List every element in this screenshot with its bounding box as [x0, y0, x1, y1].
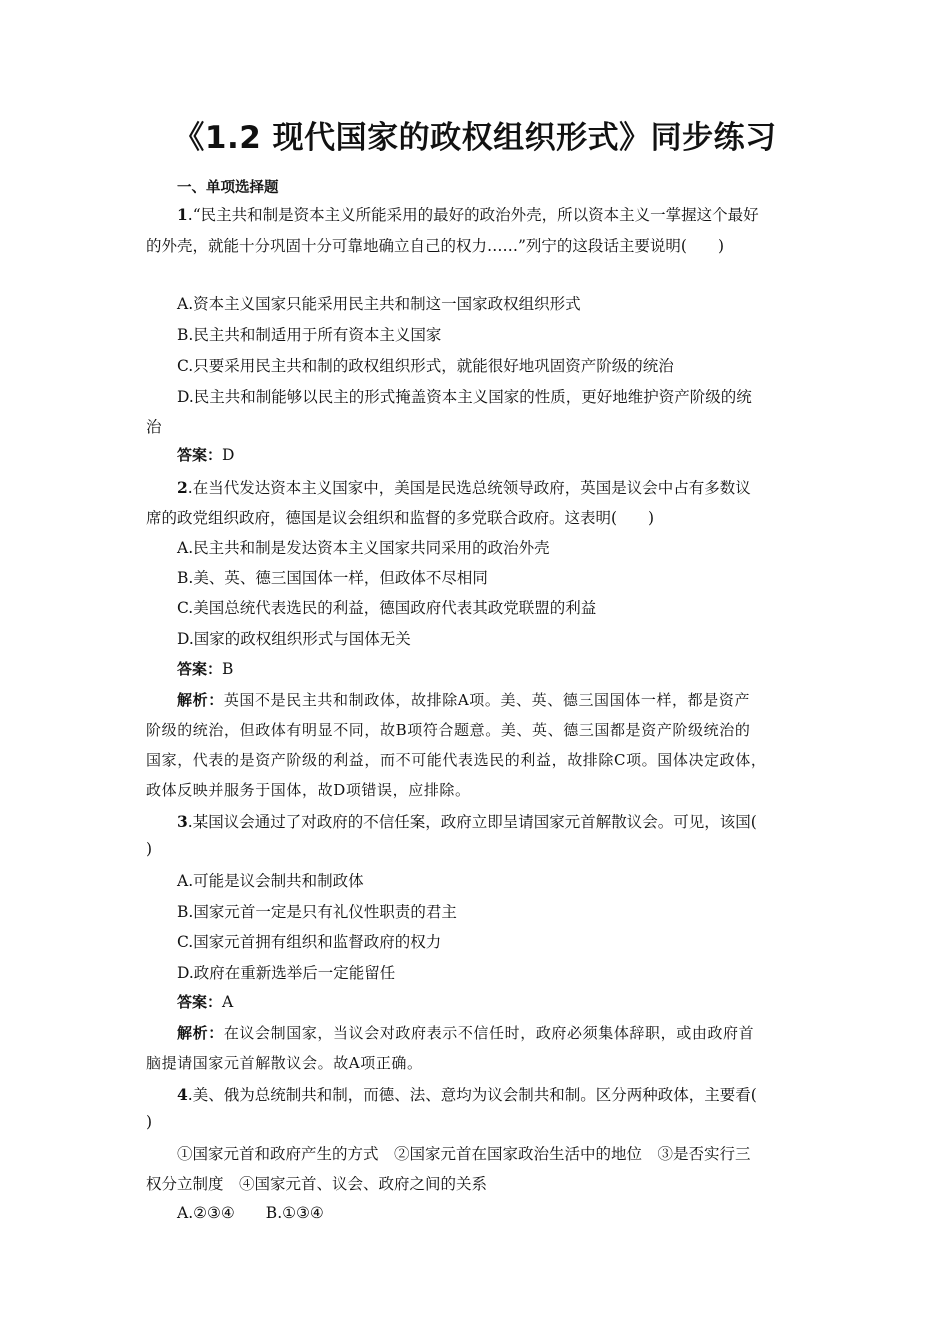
q3-stem-line1: [177, 810, 757, 832]
q1-answer-label: 答案：: [177, 446, 223, 464]
q2-answer-label: 答案：: [177, 660, 223, 678]
q2-option-a: A.民主共和制是发达资本主义国家共同采用的政治外壳: [177, 539, 550, 557]
q1-answer-value: D: [222, 446, 235, 464]
q3-option-a: A.可能是议会制共和制政体: [177, 872, 364, 890]
q3-explanation-line1: [177, 1022, 754, 1043]
q4-options-line: A.②③④ B.①③④: [177, 1204, 324, 1222]
q2-answer-value: B: [222, 660, 234, 678]
q3-explanation-label: 解析：: [177, 1024, 224, 1042]
q3-explanation-text1: 在议会制国家，当议会对政府表示不信任时，政府必须集体辞职，或由政府首: [223, 1024, 755, 1042]
q1-stem-line1: [177, 203, 759, 225]
q2-explanation-line4: 政体反映并服务于国体，故D项错误，应排除。: [146, 781, 471, 799]
q4-items-line2: 权分立制度 ④国家元首、议会、政府之间的关系: [146, 1175, 488, 1193]
q2-explanation-line3: 国家，代表的是资产阶级的利益，而不可能代表选民的利益，故排除C项。国体决定政体，: [146, 751, 767, 769]
q3-stem-line2: ): [146, 840, 153, 858]
q4-number: 4: [177, 1085, 188, 1104]
q3-number: 3: [177, 812, 188, 831]
q3-answer: [177, 991, 233, 1012]
q2-explanation-label: 解析：: [177, 691, 224, 709]
q2-explanation-line1: [177, 689, 750, 710]
q3-explanation-line2: 脑提请国家元首解散议会。故A项正确。: [146, 1054, 423, 1072]
q2-explanation-line2: 阶级的统治，但政体有明显不同，故B项符合题意。美、英、德三国都是资产阶级统治的: [146, 721, 751, 739]
q1-option-d-line1: D.民主共和制能够以民主的形式掩盖资本主义国家的性质，更好地维护资产阶级的统: [177, 388, 752, 406]
q2-option-d: D.国家的政权组织形式与国体无关: [177, 630, 411, 648]
q2-explanation-text1: 英国不是民主共和制政体，故排除A项。美、英、德三国国体一样，都是资产: [223, 691, 751, 709]
q4-stem-line2: ): [146, 1113, 153, 1131]
q1-option-c: C.只要采用民主共和制的政权组织形式，就能很好地巩固资产阶级的统治: [177, 357, 674, 375]
q3-option-d: D.政府在重新选举后一定能留任: [177, 964, 396, 982]
q2-stem-line2: 席的政党组织政府，德国是议会组织和监督的多党联合政府。这表明( ): [146, 509, 655, 527]
document-title: 《1.2 现代国家的政权组织形式》同步练习: [173, 120, 777, 156]
q3-option-b: B.国家元首一定是只有礼仪性职责的君主: [177, 903, 457, 921]
q3-answer-label: 答案：: [177, 993, 223, 1011]
q2-option-b: B.美、英、德三国国体一样，但政体不尽相同: [177, 569, 488, 587]
q3-answer-value: A: [222, 993, 234, 1011]
q2-stem-text1: .在当代发达资本主义国家中，美国是民选总统领导政府，英国是议会中占有多数议: [187, 479, 751, 497]
q3-stem-text1: .某国议会通过了对政府的不信任案，政府立即呈请国家元首解散议会。可见，该国(: [187, 813, 757, 831]
q3-option-c: C.国家元首拥有组织和监督政府的权力: [177, 933, 442, 951]
q1-stem-text1: .“民主共和制是资本主义所能采用的最好的政治外壳，所以资本主义一掌握这个最好: [187, 206, 759, 224]
q4-stem-line1: [177, 1083, 757, 1105]
q2-option-c: C.美国总统代表选民的利益，德国政府代表其政党联盟的利益: [177, 599, 597, 617]
q2-answer: [177, 658, 233, 679]
q1-option-b: B.民主共和制适用于所有资本主义国家: [177, 326, 442, 344]
q1-answer: [177, 444, 234, 465]
q4-stem-text1: .美、俄为总统制共和制，而德、法、意均为议会制共和制。区分两种政体，主要看(: [187, 1086, 757, 1104]
section-heading: 一、单项选择题: [177, 180, 279, 196]
q2-number: 2: [177, 478, 188, 497]
q1-stem-line2: 的外壳，就能十分巩固十分可靠地确立自己的权力……”列宁的这段话主要说明( ): [146, 237, 725, 255]
q2-stem-line1: [177, 476, 751, 498]
q1-option-d-line2: 治: [146, 418, 162, 436]
q4-items-line1: ①国家元首和政府产生的方式 ②国家元首在国家政治生活中的地位 ③是否实行三: [177, 1145, 751, 1163]
q1-option-a: A.资本主义国家只能采用民主共和制这一国家政权组织形式: [177, 295, 581, 313]
q1-number: 1: [177, 205, 188, 224]
